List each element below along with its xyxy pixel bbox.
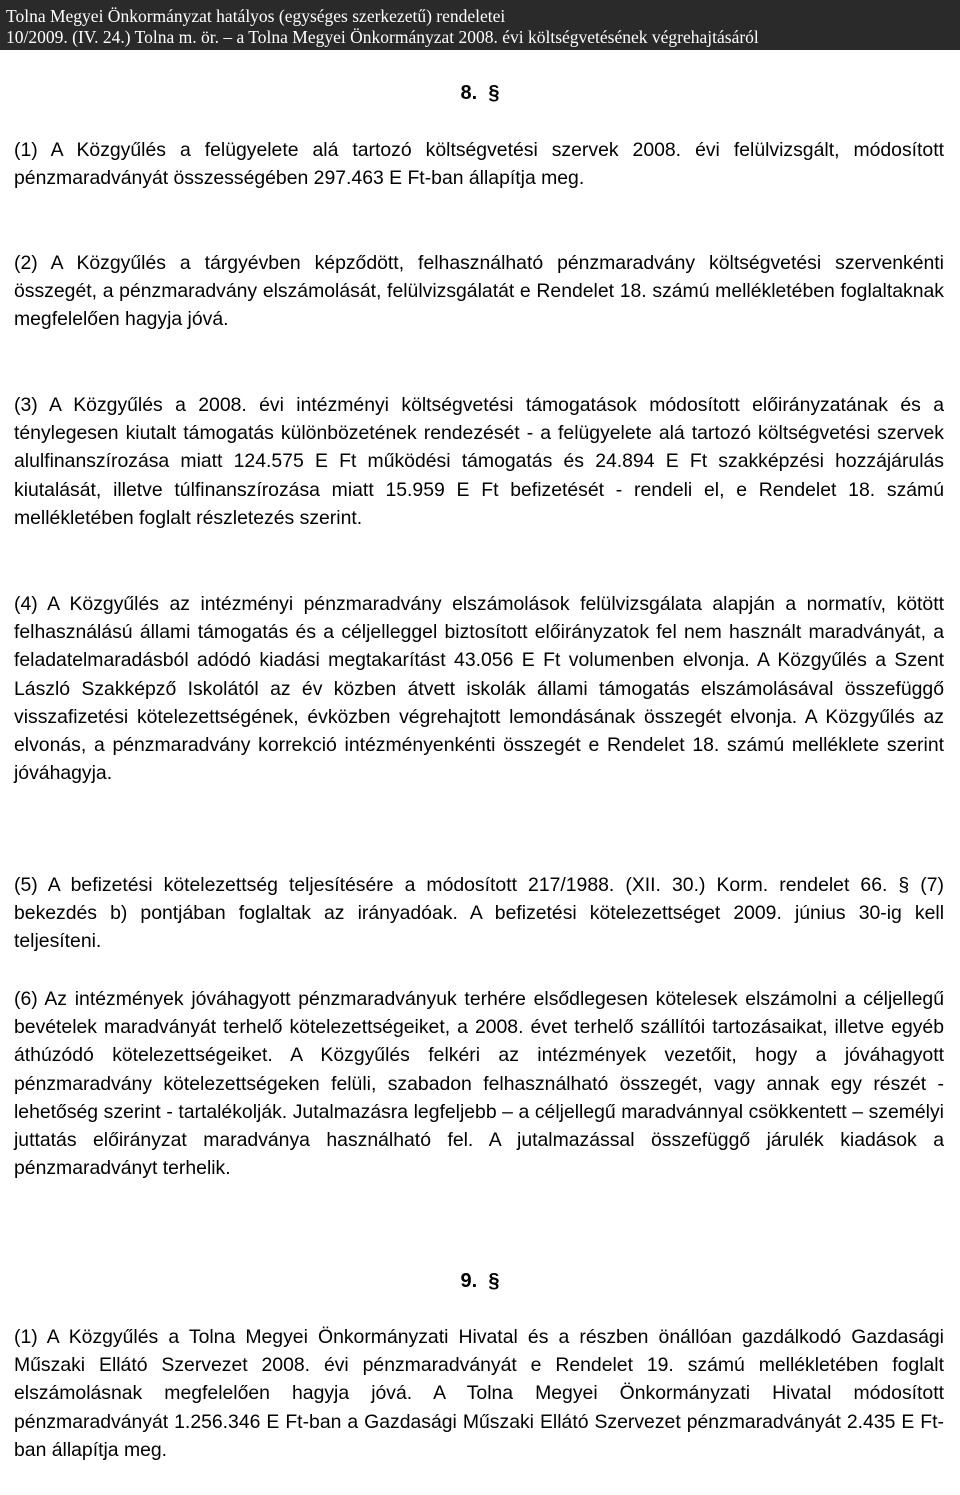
section-heading-9 xyxy=(0,1268,960,1294)
section8-paragraph-3: (3) A Közgyűlés a 2008. évi intézményi költségvetési támogatások módosított előirányzatának és a ténylegesen kiutalt támogatás különbözetének rendezését - a felügyelete alá tartozó költségvetési szervek alulfinanszírozása miatt 124.575 E Ft működési támogatás és 24.894 E Ft szakképzési hozzájárulás kiutalását, illetve túlfinanszírozása miatt 15.959 E Ft befizetését - rendeli el, e Rendelet 18. számú mellékletében foglalt részletezés szerint. xyxy=(14,394,944,529)
header-title-line: Tolna Megyei Önkormányzat hatályos (egységes szerkezetű) rendeletei xyxy=(6,6,506,26)
header-regulation-line: 10/2009. (IV. 24.) Tolna m. ör. – a Tolna Megyei Önkormányzat 2008. évi költségvetésének végrehajtásáról xyxy=(6,27,759,47)
section9-paragraph-1: (1) A Közgyűlés a Tolna Megyei Önkormányzati Hivatal és a részben önállóan gazdálkodó Gazdasági Műszaki Ellátó Szervezet 2008. évi pénzmaradványát e Rendelet 19. számú mellékletében foglalt elszámolásnak megfelelően hagyja jóvá. A Tolna Megyei Önkormányzati Hivatal módosított pénzmaradványát 1.256.346 E Ft-ban a Gazdasági Műszaki Ellátó Szervezet pénzmaradványát 2.435 E Ft-ban állapítja meg. xyxy=(14,1326,944,1461)
section8-paragraph-4: (4) A Közgyűlés az intézményi pénzmaradvány elszámolások felülvizsgálata alapján a normatív, kötött felhasználású állami támogatás és a céljelleggel biztosított előirányzatok fel nem használt maradványát, a feladatelmaradásból adódó kiadási megtakarítást 43.056 E Ft volumenben elvonja. A Közgyűlés a Szent László Szakképző Iskolától az év közben átvett iskolák állami támogatás elszámolásával összefüggő visszafizetési kötelezettségének, évközben végrehajtott lemondásának összegét elvonja. A Közgyűlés az elvonás, a pénzmaradvány korrekció intézményenkénti összegét e Rendelet 18. számú melléklete szerint jóváhagyja. xyxy=(14,593,944,785)
section8-paragraph-5: (5) A befizetési kötelezettség teljesítésére a módosított 217/1988. (XII. 30.) Korm. rendelet 66. § (7) bekezdés b) pontjában foglaltak az irányadóak. A befizetési kötelezettséget 2009. június 30-ig kell teljesíteni. xyxy=(14,874,944,953)
section-number: 9. xyxy=(460,1270,478,1292)
document-header xyxy=(0,0,960,50)
paragraph-symbol: § xyxy=(488,82,500,104)
section-number: 8. xyxy=(460,82,478,104)
section8-paragraph-1: (1) A Közgyűlés a felügyelete alá tartozó költségvetési szervek 2008. évi felülvizsgált, módosított pénzmaradványát összességében 297.463 E Ft-ban állapítja meg. xyxy=(14,139,944,190)
section-heading-8 xyxy=(0,80,960,106)
section8-paragraph-2: (2) A Közgyűlés a tárgyévben képződött, felhasználható pénzmaradvány költségvetési szervenkénti összegét, a pénzmaradvány elszámolását, felülvizsgálatát e Rendelet 18. számú mellékletében foglaltaknak megfelelően hagyja jóvá. xyxy=(14,252,944,331)
paragraph-symbol: § xyxy=(488,1270,500,1292)
section8-paragraph-6: (6) Az intézmények jóváhagyott pénzmaradványuk terhére elsődlegesen kötelesek elszámolni a céljellegű bevételek maradványát terhelő kötelezettségeiket, a 2008. évet terhelő szállítói tartozásaikat, illetve egyéb áthúzódó kötelezettségeiket. A Közgyűlés felkéri az intézmények vezetőit, hogy a jóváhagyott pénzmaradvány kötelezettségeken felüli, szabadon felhasználható összegét, vagy annak egy részét - lehetőség szerint - tartalékolják. Jutalmazásra legfeljebb – a céljellegű maradvánnyal csökkentett – személyi juttatás előirányzat maradványa használható fel. A jutalmazással összefüggő járulék kiadások a pénzmaradványt terhelik. xyxy=(14,988,944,1180)
